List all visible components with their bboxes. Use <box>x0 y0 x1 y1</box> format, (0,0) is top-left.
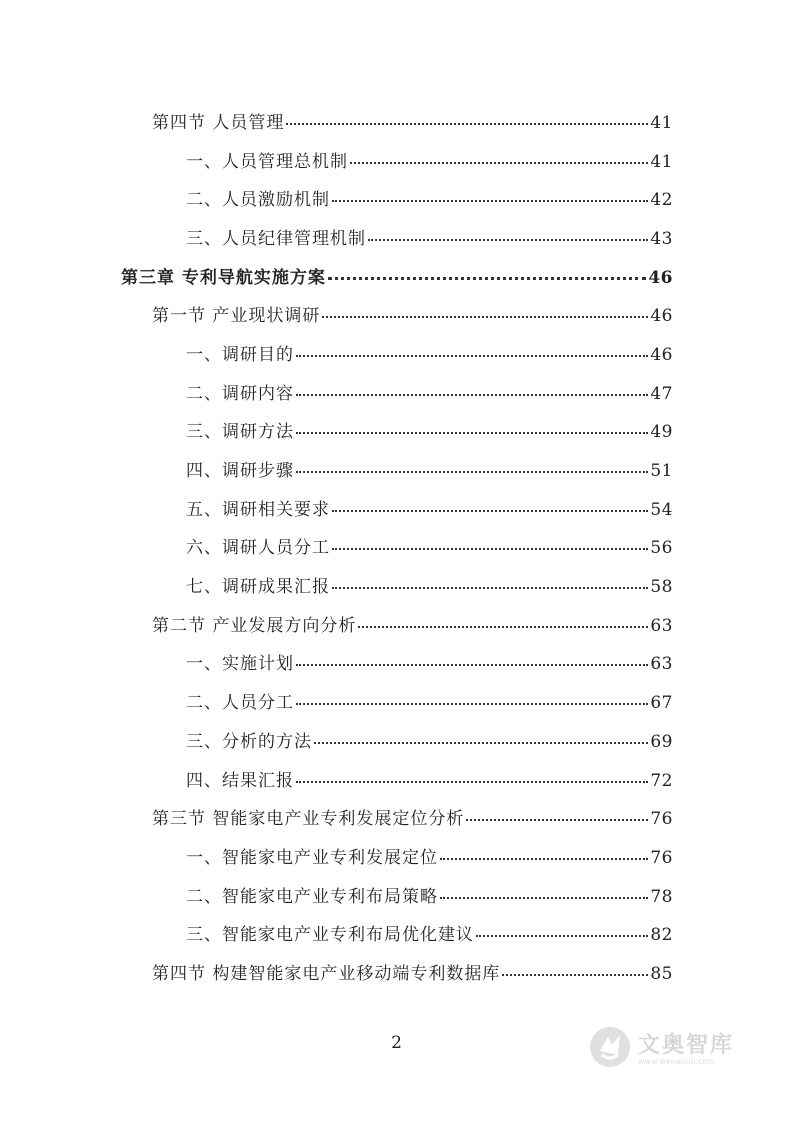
toc-leader-dots <box>502 973 648 976</box>
toc-leader-dots <box>476 934 648 937</box>
toc-leader-dots <box>368 238 648 241</box>
toc-entry-page: 47 <box>650 383 673 404</box>
toc-entry[interactable] <box>0 101 793 140</box>
toc-entry-page: 46 <box>650 306 673 327</box>
toc-leader-dots <box>466 818 648 821</box>
toc-entry-page: 82 <box>650 925 673 946</box>
toc-entry-page: 42 <box>650 190 673 211</box>
toc-entry-page: 46 <box>648 267 673 288</box>
watermark-name: 文奥智库 <box>638 1033 735 1058</box>
toc-entry-title: 二、智能家电产业专利布局策略 <box>186 886 438 907</box>
toc-leader-dots <box>350 161 648 164</box>
toc-entry-title: 第四节 人员管理 <box>152 112 285 133</box>
toc-entry-title: 二、调研内容 <box>186 383 294 404</box>
toc-leader-dots <box>328 276 646 280</box>
toc-entry[interactable] <box>0 836 793 875</box>
toc-entry-page: 41 <box>650 151 673 172</box>
toc-entry-title: 第一节 产业现状调研 <box>152 306 321 327</box>
toc-leader-dots <box>440 857 648 860</box>
toc-leader-dots <box>286 122 648 125</box>
toc-leader-dots <box>332 509 648 512</box>
toc-entry-page: 67 <box>650 693 673 714</box>
toc-entry-page: 46 <box>650 344 673 365</box>
page-number: 2 <box>391 1033 402 1053</box>
toc-leader-dots <box>296 780 648 783</box>
toc-entry[interactable] <box>0 449 793 488</box>
table-of-contents <box>0 101 793 991</box>
watermark <box>588 1017 758 1077</box>
toc-entry[interactable] <box>0 681 793 720</box>
toc-entry[interactable] <box>0 333 793 372</box>
toc-entry-title: 第三章 专利导航实施方案 <box>121 267 326 288</box>
toc-entry[interactable] <box>0 643 793 682</box>
toc-entry-title: 三、人员纪律管理机制 <box>186 228 366 249</box>
toc-entry-page: 56 <box>650 538 673 559</box>
toc-entry-page: 54 <box>650 499 673 520</box>
toc-entry-title: 二、人员分工 <box>186 693 294 714</box>
toc-entry-title: 四、调研步骤 <box>186 461 294 482</box>
toc-entry[interactable] <box>0 604 793 643</box>
toc-entry[interactable] <box>0 797 793 836</box>
toc-entry[interactable] <box>0 759 793 798</box>
watermark-url: www.wenaolib.com <box>638 1057 715 1066</box>
toc-leader-dots <box>332 586 648 589</box>
toc-entry-page: 85 <box>650 963 673 984</box>
toc-entry-page: 49 <box>650 422 673 443</box>
toc-entry[interactable] <box>0 256 793 295</box>
toc-entry-title: 第四节 构建智能家电产业移动端专利数据库 <box>152 963 501 984</box>
toc-leader-dots <box>314 741 648 744</box>
toc-entry-title: 五、调研相关要求 <box>186 499 330 520</box>
toc-entry[interactable] <box>0 411 793 450</box>
toc-entry-title: 一、智能家电产业专利发展定位 <box>186 847 438 868</box>
toc-leader-dots <box>296 470 648 473</box>
toc-entry[interactable] <box>0 875 793 914</box>
toc-leader-dots <box>296 663 648 666</box>
toc-entry-title: 三、调研方法 <box>186 422 294 443</box>
toc-entry[interactable] <box>0 140 793 179</box>
toc-entry[interactable] <box>0 527 793 566</box>
toc-leader-dots <box>296 354 648 357</box>
toc-entry[interactable] <box>0 372 793 411</box>
toc-entry[interactable] <box>0 913 793 952</box>
toc-entry[interactable] <box>0 720 793 759</box>
toc-entry-title: 三、分析的方法 <box>186 731 312 752</box>
toc-entry-page: 72 <box>650 770 673 791</box>
toc-entry-title: 六、调研人员分工 <box>186 538 330 559</box>
toc-leader-dots <box>296 393 648 396</box>
toc-leader-dots <box>440 896 648 899</box>
toc-entry-title: 一、实施计划 <box>186 654 294 675</box>
toc-entry[interactable] <box>0 294 793 333</box>
toc-entry-title: 第二节 产业发展方向分析 <box>152 615 357 636</box>
toc-entry-page: 69 <box>650 731 673 752</box>
toc-entry[interactable] <box>0 488 793 527</box>
toc-entry[interactable] <box>0 178 793 217</box>
toc-entry-title: 一、人员管理总机制 <box>186 151 348 172</box>
toc-entry-page: 63 <box>650 654 673 675</box>
toc-entry-page: 63 <box>650 615 673 636</box>
toc-entry-title: 第三节 智能家电产业专利发展定位分析 <box>152 809 465 830</box>
toc-entry-title: 二、人员激励机制 <box>186 190 330 211</box>
toc-leader-dots <box>322 315 648 318</box>
toc-entry[interactable] <box>0 217 793 256</box>
toc-leader-dots <box>332 547 648 550</box>
toc-entry[interactable] <box>0 565 793 604</box>
toc-entry-page: 51 <box>650 461 673 482</box>
toc-leader-dots <box>332 199 648 202</box>
toc-entry-title: 四、结果汇报 <box>186 770 294 791</box>
toc-entry-title: 三、智能家电产业专利布局优化建议 <box>186 925 474 946</box>
toc-entry-title: 一、调研目的 <box>186 344 294 365</box>
toc-entry-page: 41 <box>650 112 673 133</box>
toc-entry-page: 58 <box>650 577 673 598</box>
toc-entry[interactable] <box>0 952 793 991</box>
toc-entry-page: 78 <box>650 886 673 907</box>
wenao-logo-icon <box>588 1025 632 1069</box>
toc-entry-page: 76 <box>650 809 673 830</box>
toc-leader-dots <box>296 431 648 434</box>
toc-entry-page: 76 <box>650 847 673 868</box>
toc-leader-dots <box>296 702 648 705</box>
toc-leader-dots <box>358 625 648 628</box>
toc-entry-title: 七、调研成果汇报 <box>186 577 330 598</box>
toc-entry-page: 43 <box>650 228 673 249</box>
